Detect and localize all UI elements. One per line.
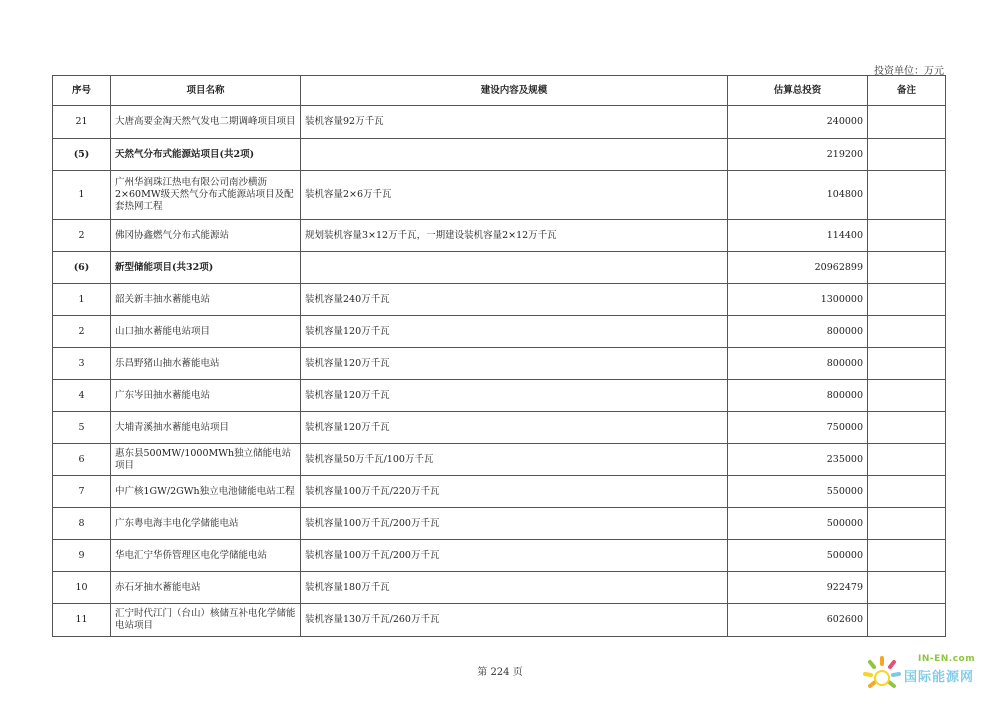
cell-remark: [868, 508, 946, 540]
table-row: [53, 572, 946, 604]
table-header-row: [53, 76, 946, 106]
logo-domain: IN-EN.com: [918, 654, 976, 664]
section-row: [53, 252, 946, 284]
project-table: [52, 75, 946, 637]
cell-name: 惠东县500MW/1000MWh独立储能电站项目: [111, 444, 301, 476]
cell-content: 装机容量120万千瓦: [301, 316, 728, 348]
cell-name: 汇宁时代江门（台山）核储互补电化学储能电站项目: [111, 604, 301, 637]
table-row: [53, 316, 946, 348]
header-name: 项目名称: [111, 76, 301, 106]
header-amount: 估算总投资: [728, 76, 868, 106]
cell-remark: [868, 106, 946, 139]
cell-no: (6): [53, 252, 111, 284]
cell-name: 山口抽水蓄能电站项目: [111, 316, 301, 348]
section-row: [53, 139, 946, 171]
page-number: 第 224 页: [477, 667, 523, 678]
cell-name: 中广核1GW/2GWh独立电池储能电站工程: [111, 476, 301, 508]
cell-remark: [868, 572, 946, 604]
site-logo: [860, 650, 1000, 702]
cell-remark: [868, 284, 946, 316]
cell-remark: [868, 444, 946, 476]
sun-logo-icon: [860, 652, 904, 698]
cell-content: 装机容量100万千瓦/220万千瓦: [301, 476, 728, 508]
cell-no: (5): [53, 139, 111, 171]
cell-remark: [868, 220, 946, 252]
cell-no: 1: [53, 171, 111, 220]
cell-name: 赤石牙抽水蓄能电站: [111, 572, 301, 604]
cell-content: 装机容量2×6万千瓦: [301, 171, 728, 220]
cell-no: 4: [53, 380, 111, 412]
table-row: [53, 220, 946, 252]
cell-content: 规划装机容量3×12万千瓦，一期建设装机容量2×12万千瓦: [301, 220, 728, 252]
cell-amount: 602600: [728, 604, 868, 637]
cell-amount: 800000: [728, 316, 868, 348]
cell-content: 装机容量92万千瓦: [301, 106, 728, 139]
cell-no: 11: [53, 604, 111, 637]
logo-name: 国际能源网: [904, 670, 975, 685]
cell-remark: [868, 139, 946, 171]
cell-no: 3: [53, 348, 111, 380]
cell-content: 装机容量120万千瓦: [301, 412, 728, 444]
cell-no: 5: [53, 412, 111, 444]
header-no: 序号: [53, 76, 111, 106]
table-row: [53, 508, 946, 540]
cell-amount: 219200: [728, 139, 868, 171]
table-row: [53, 444, 946, 476]
cell-amount: 104800: [728, 171, 868, 220]
cell-name: 大埔青溪抽水蓄能电站项目: [111, 412, 301, 444]
cell-amount: 800000: [728, 380, 868, 412]
cell-content: 装机容量120万千瓦: [301, 380, 728, 412]
cell-name: 韶关新丰抽水蓄能电站: [111, 284, 301, 316]
cell-content: 装机容量130万千瓦/260万千瓦: [301, 604, 728, 637]
cell-content: 装机容量50万千瓦/100万千瓦: [301, 444, 728, 476]
cell-no: 21: [53, 106, 111, 139]
table-row: [53, 348, 946, 380]
cell-no: 1: [53, 284, 111, 316]
cell-content: 装机容量180万千瓦: [301, 572, 728, 604]
table-row: [53, 540, 946, 572]
cell-no: 6: [53, 444, 111, 476]
cell-name: 大唐高要金淘天然气发电二期调峰项目项目: [111, 106, 301, 139]
cell-remark: [868, 316, 946, 348]
table-row: [53, 604, 946, 637]
cell-remark: [868, 604, 946, 637]
cell-content: 装机容量100万千瓦/200万千瓦: [301, 508, 728, 540]
cell-remark: [868, 348, 946, 380]
cell-name: 广东岑田抽水蓄能电站: [111, 380, 301, 412]
cell-no: 7: [53, 476, 111, 508]
cell-name: 新型储能项目(共32项): [111, 252, 301, 284]
cell-amount: 235000: [728, 444, 868, 476]
cell-remark: [868, 476, 946, 508]
table-row: [53, 171, 946, 220]
header-remark: 备注: [868, 76, 946, 106]
cell-name: 广东粤电海丰电化学储能电站: [111, 508, 301, 540]
cell-name: 广州华润珠江热电有限公司南沙横沥2×60MW级天然气分布式能源站项目及配套热网工程: [111, 171, 301, 220]
cell-content: 装机容量240万千瓦: [301, 284, 728, 316]
cell-amount: 800000: [728, 348, 868, 380]
table-row: [53, 380, 946, 412]
cell-name: 天然气分布式能源站项目(共2项): [111, 139, 301, 171]
cell-no: 10: [53, 572, 111, 604]
table-row: [53, 106, 946, 139]
cell-no: 9: [53, 540, 111, 572]
cell-amount: 550000: [728, 476, 868, 508]
cell-remark: [868, 171, 946, 220]
cell-amount: 500000: [728, 540, 868, 572]
cell-amount: 20962899: [728, 252, 868, 284]
table-row: [53, 476, 946, 508]
cell-amount: 500000: [728, 508, 868, 540]
cell-content: 装机容量120万千瓦: [301, 348, 728, 380]
cell-content: [301, 139, 728, 171]
cell-remark: [868, 412, 946, 444]
cell-no: 2: [53, 220, 111, 252]
cell-amount: 114400: [728, 220, 868, 252]
cell-no: 2: [53, 316, 111, 348]
cell-name: 华电汇宁华侨管理区电化学储能电站: [111, 540, 301, 572]
cell-remark: [868, 540, 946, 572]
cell-amount: 750000: [728, 412, 868, 444]
table-row: [53, 284, 946, 316]
header-content: 建设内容及规模: [301, 76, 728, 106]
cell-content: [301, 252, 728, 284]
cell-remark: [868, 252, 946, 284]
cell-amount: 1300000: [728, 284, 868, 316]
cell-no: 8: [53, 508, 111, 540]
cell-content: 装机容量100万千瓦/200万千瓦: [301, 540, 728, 572]
investment-unit-label: 投资单位：万元: [874, 66, 944, 77]
cell-name: 乐昌野猪山抽水蓄能电站: [111, 348, 301, 380]
cell-remark: [868, 380, 946, 412]
cell-amount: 922479: [728, 572, 868, 604]
cell-name: 佛冈协鑫燃气分布式能源站: [111, 220, 301, 252]
cell-amount: 240000: [728, 106, 868, 139]
table-row: [53, 412, 946, 444]
